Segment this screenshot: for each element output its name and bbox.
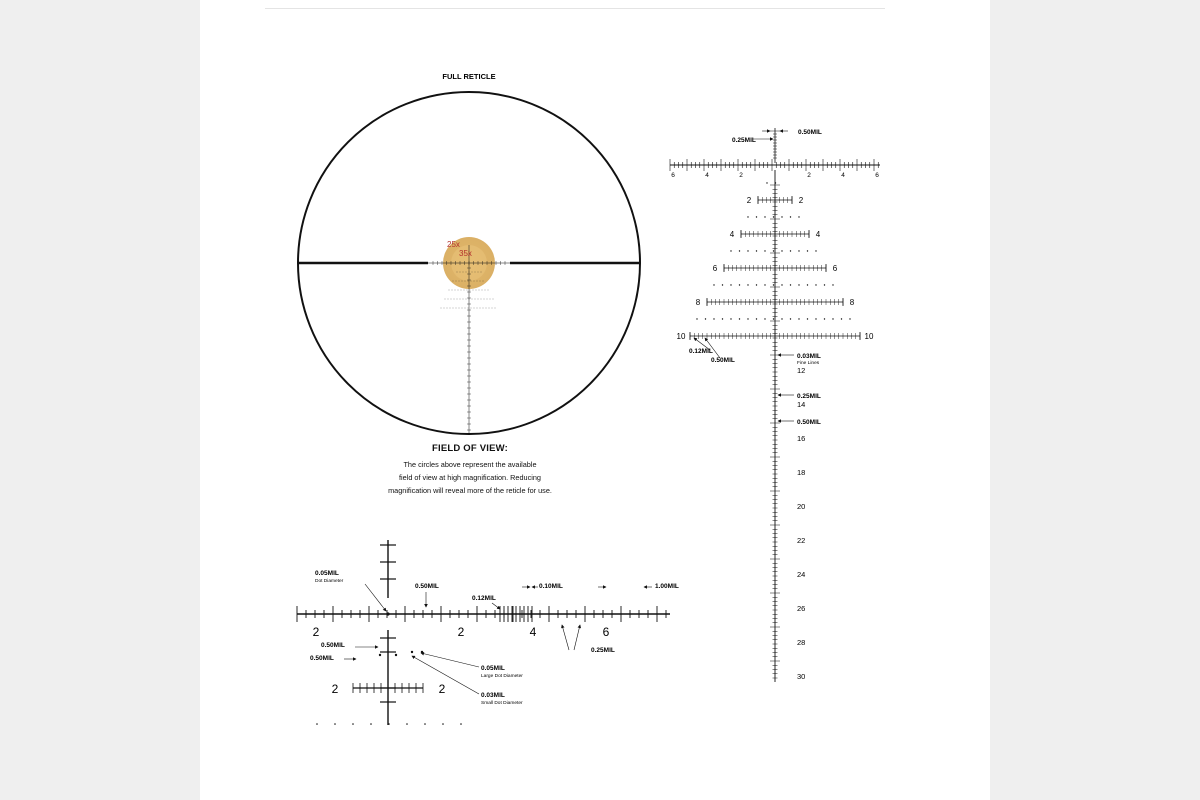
reticle-diagram-panel	[200, 0, 990, 800]
mini-tree-dot	[489, 308, 490, 309]
mini-tree-dot	[456, 281, 457, 282]
mini-tree-dot	[483, 281, 484, 282]
mini-tree-dot	[482, 290, 483, 291]
mini-tree-dot	[445, 299, 446, 300]
tree-dot	[832, 318, 833, 319]
label-dot-005mil: 0.05MIL	[315, 570, 339, 577]
detail-num-2-left: 2	[312, 625, 320, 639]
right-background	[990, 0, 1200, 800]
tree-num-4-right: 4	[815, 230, 821, 239]
mini-tree-dot	[478, 299, 479, 300]
label-h-100mil: 1.00MIL	[655, 583, 679, 590]
tree-dot	[730, 318, 731, 319]
tree-dot	[705, 318, 706, 319]
mini-tree-dot	[462, 308, 463, 309]
mini-tree-dot	[452, 290, 453, 291]
label-large-dot-005mil: 0.05MIL	[481, 665, 505, 672]
tree-dot	[815, 284, 816, 285]
mini-tree-dot	[471, 281, 472, 282]
mini-tree-dot	[468, 281, 469, 282]
tree-dot	[781, 284, 782, 285]
stadia-num-22: 22	[797, 536, 806, 545]
mini-tree-dot	[478, 272, 479, 273]
mini-tree-dot	[451, 299, 452, 300]
mini-tree-dot	[444, 308, 445, 309]
tree-dot	[756, 216, 757, 217]
callout-arrow	[562, 625, 569, 650]
tree-dot	[764, 216, 765, 217]
mini-tree-dot	[454, 299, 455, 300]
tree-reticle	[670, 128, 880, 682]
mini-tree-dot	[474, 308, 475, 309]
tree-dot	[807, 318, 808, 319]
mini-tree-dot	[456, 308, 457, 309]
detail-num-2-right: 2	[457, 625, 465, 639]
mini-tree-dot	[475, 299, 476, 300]
mini-tree-dot	[483, 308, 484, 309]
stadia-num-28: 28	[797, 638, 806, 647]
detail-small-dot	[388, 723, 390, 725]
label-top-025mil: 0.25MIL	[732, 137, 756, 144]
detail-num-6: 6	[602, 625, 610, 639]
crossbar-num-l6: 6	[671, 172, 675, 179]
stadia-num-12: 12	[797, 366, 806, 375]
tree-dot	[766, 182, 767, 183]
label-050mil-left: 0.50MIL	[711, 357, 735, 364]
tree-dot	[824, 318, 825, 319]
tree-num-10-right: 10	[864, 332, 874, 341]
label-large-dot-diameter: Large Dot Diameter	[481, 674, 523, 679]
mini-tree-dot	[441, 308, 442, 309]
tree-dot	[781, 318, 782, 319]
tree-num-10-left: 10	[676, 332, 686, 341]
label-h-050mil: 0.50MIL	[415, 583, 439, 590]
mini-reticle	[428, 245, 510, 434]
label-small-dot-diameter: Small Dot Diameter	[481, 701, 523, 706]
stadia-num-18: 18	[797, 468, 806, 477]
mini-tree-dot	[484, 299, 485, 300]
mini-tree-dot	[479, 290, 480, 291]
mini-tree-dot	[466, 299, 467, 300]
mini-tree-dot	[469, 299, 470, 300]
mini-tree-dot	[481, 299, 482, 300]
mini-tree-dot	[459, 281, 460, 282]
mini-tree-dot	[462, 281, 463, 282]
mini-tree-dot	[457, 299, 458, 300]
mini-tree-dot	[460, 272, 461, 273]
stadia-num-14: 14	[797, 400, 806, 409]
tree-num-4-left: 4	[729, 230, 735, 239]
mini-tree-dot	[487, 299, 488, 300]
mini-tree-dot	[471, 308, 472, 309]
tree-dot	[781, 250, 782, 251]
mini-tree-dot	[495, 308, 496, 309]
mini-tree-dot	[481, 272, 482, 273]
tree-dot	[781, 216, 782, 217]
mini-tree-dot	[463, 299, 464, 300]
stadia-num-20: 20	[797, 502, 806, 511]
mini-tree-dot	[449, 290, 450, 291]
mini-tree-dot	[472, 299, 473, 300]
mini-tree-dot	[457, 272, 458, 273]
detail-small-dot	[316, 723, 318, 725]
detail-small-dot	[406, 723, 408, 725]
tree-dot	[773, 250, 774, 251]
reticle-diagram	[200, 0, 990, 800]
tree-dot	[773, 318, 774, 319]
detail-small-dot	[460, 723, 462, 725]
tree-dot	[739, 250, 740, 251]
tree-dot	[747, 284, 748, 285]
tree-dot	[849, 318, 850, 319]
label-left-050mil-b: 0.50MIL	[310, 655, 334, 662]
mini-tree-dot	[447, 308, 448, 309]
mini-tree-dot	[466, 272, 467, 273]
detail-large-dot	[379, 654, 381, 656]
mini-tree-dot	[463, 272, 464, 273]
tree-dot	[798, 284, 799, 285]
label-left-050mil-a: 0.50MIL	[321, 642, 345, 649]
mini-tree-dot	[493, 299, 494, 300]
full-reticle-title: FULL RETICLE	[442, 72, 496, 81]
fov-heading: FIELD OF VIEW:	[432, 443, 508, 454]
stadia-num-24: 24	[797, 570, 806, 579]
fov-line-3: magnification will reveal more of the reticle for use.	[388, 485, 552, 495]
mini-tree-dot	[480, 308, 481, 309]
label-top-050mil: 0.50MIL	[798, 129, 822, 136]
mini-tree-dot	[480, 281, 481, 282]
detail-small-dot	[424, 723, 426, 725]
tree-dot	[790, 216, 791, 217]
mini-tree-dot	[465, 281, 466, 282]
label-025mil-stadia: 0.25MIL	[797, 393, 821, 400]
tree-dot	[722, 284, 723, 285]
mag-label-25x: 25x	[447, 240, 460, 249]
tree-dot	[798, 318, 799, 319]
tree-dot	[773, 216, 774, 217]
detail-num-lower-2-right: 2	[438, 682, 446, 696]
mini-tree-dot	[453, 308, 454, 309]
left-background	[0, 0, 200, 800]
tree-dot	[764, 284, 765, 285]
mini-tree-dot	[492, 308, 493, 309]
mini-tree-dot	[486, 308, 487, 309]
callout-arrow	[492, 603, 500, 609]
callout-arrow	[365, 584, 386, 611]
tree-dot	[790, 250, 791, 251]
mini-tree-dot	[490, 299, 491, 300]
mini-tree-dot	[461, 290, 462, 291]
tree-dot	[747, 216, 748, 217]
tree-dot	[696, 318, 697, 319]
tree-dot	[756, 318, 757, 319]
mini-tree-dot	[464, 290, 465, 291]
tree-dot	[764, 250, 765, 251]
label-003mil-fine: 0.03MIL	[797, 353, 821, 360]
tree-num-8-right: 8	[849, 298, 855, 307]
tree-dot	[713, 284, 714, 285]
crossbar-num-l4: 4	[705, 172, 709, 179]
detail-num-4: 4	[529, 625, 537, 639]
tree-num-2-right: 2	[798, 196, 804, 205]
mini-tree-dot	[476, 290, 477, 291]
mini-tree-dot	[477, 308, 478, 309]
mini-tree-dot	[473, 290, 474, 291]
label-fine-lines: Fine Lines	[797, 361, 820, 366]
label-small-dot-003mil: 0.03MIL	[481, 692, 505, 699]
field-of-view-note	[320, 443, 620, 497]
mini-tree-dot	[459, 308, 460, 309]
mini-tree-dot	[468, 308, 469, 309]
mini-tree-dot	[474, 281, 475, 282]
tree-dot	[739, 284, 740, 285]
callout-arrow	[574, 625, 580, 650]
detail-small-dot	[334, 723, 336, 725]
tree-num-8-left: 8	[695, 298, 701, 307]
stadia-num-16: 16	[797, 434, 806, 443]
crossbar-num-r6: 6	[875, 172, 879, 179]
mini-tree-dot	[470, 290, 471, 291]
label-050mil-stadia: 0.50MIL	[797, 419, 821, 426]
tree-dot	[722, 318, 723, 319]
tree-dot	[815, 318, 816, 319]
label-dot-diameter: Dot Diameter	[315, 579, 344, 584]
mini-tree-dot	[453, 281, 454, 282]
mini-tree-dot	[472, 272, 473, 273]
stadia-num-30: 30	[797, 672, 806, 681]
fov-line-2: field of view at high magnification. Reducing	[399, 472, 541, 482]
crossbar-num-r4: 4	[841, 172, 845, 179]
tree-dot	[730, 284, 731, 285]
tree-dot	[739, 318, 740, 319]
mini-tree-dot	[485, 290, 486, 291]
mini-tree-dot	[477, 281, 478, 282]
detail-num-lower-2-left: 2	[331, 682, 339, 696]
tree-dot	[730, 250, 731, 251]
mini-tree-dot	[455, 290, 456, 291]
mini-tree-dot	[450, 308, 451, 309]
mini-tree-dot	[448, 299, 449, 300]
tree-dot	[747, 318, 748, 319]
tree-num-6-left: 6	[712, 264, 718, 273]
tree-num-6-right: 6	[832, 264, 838, 273]
mag-label-35x: 35x	[459, 249, 472, 258]
fov-line-1: The circles above represent the available	[403, 460, 537, 469]
crossbar-num-r2: 2	[807, 172, 811, 179]
crossbar-num-l2: 2	[739, 172, 743, 179]
detail-large-dot	[395, 654, 397, 656]
tree-dot	[756, 284, 757, 285]
label-h-025mil: 0.25MIL	[591, 647, 615, 654]
tree-num-2-left: 2	[746, 196, 752, 205]
mini-tree-dot	[458, 290, 459, 291]
tree-dot	[798, 250, 799, 251]
tree-dot	[756, 250, 757, 251]
tree-dot	[790, 284, 791, 285]
tree-dot	[775, 182, 776, 183]
label-012mil-left: 0.12MIL	[689, 348, 713, 355]
detail-small-dot	[370, 723, 372, 725]
tree-dot	[841, 318, 842, 319]
tree-dot	[832, 284, 833, 285]
mini-tree-dot	[467, 290, 468, 291]
tree-dot	[790, 318, 791, 319]
mini-tree-dot	[469, 272, 470, 273]
mini-tree-dot	[475, 272, 476, 273]
tree-dot	[713, 318, 714, 319]
detail-small-dot	[352, 723, 354, 725]
mini-tree-dot	[465, 308, 466, 309]
detail-center-dot	[386, 612, 389, 615]
detail-large-dot	[411, 651, 413, 653]
tree-dot	[798, 216, 799, 217]
tree-dot	[747, 250, 748, 251]
callout-arrow	[421, 653, 479, 667]
tree-dot	[807, 250, 808, 251]
label-h-012mil: 0.12MIL	[472, 595, 496, 602]
detail-small-dot	[442, 723, 444, 725]
tree-dot	[807, 284, 808, 285]
mini-tree-dot	[488, 290, 489, 291]
tree-dot	[824, 284, 825, 285]
tree-dot	[815, 250, 816, 251]
mini-tree-dot	[460, 299, 461, 300]
label-h-010mil: 0.10MIL	[539, 583, 563, 590]
stadia-num-26: 26	[797, 604, 806, 613]
tree-dot	[764, 318, 765, 319]
tree-dot	[773, 284, 774, 285]
